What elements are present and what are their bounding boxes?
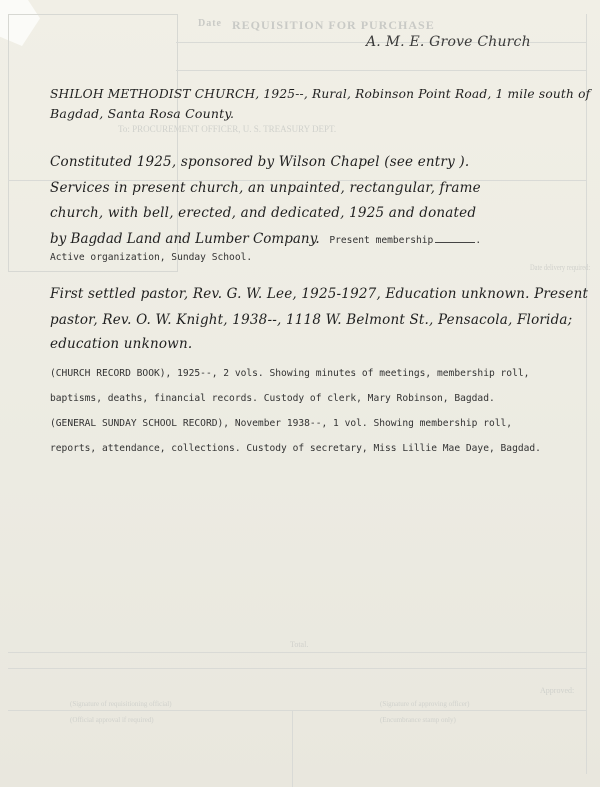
form-rule <box>8 652 586 653</box>
form-official-left: (Official approval if required) <box>70 716 154 724</box>
entry-heading-line-1: SHILOH METHODIST CHURCH, 1925--, Rural, Robinson Point Road, 1 mile south of <box>50 86 591 101</box>
form-rule <box>8 710 586 711</box>
form-title: REQUISITION FOR PURCHASE <box>232 18 435 32</box>
form-rule <box>176 70 586 71</box>
pastor-line-1: First settled pastor, Rev. G. W. Lee, 1925-1927, Education unknown. Present <box>50 286 589 302</box>
form-vrule <box>292 710 293 787</box>
history-line-2: Services in present church, an unpainted, rectangular, frame <box>50 180 481 196</box>
corner-note: A. M. E. Grove Church <box>366 34 531 50</box>
history-line-1: Constituted 1925, sponsored by Wilson Chapel (see entry ). <box>50 154 470 170</box>
history-line-4: by Bagdad Land and Lumber Company. Present membership . <box>50 231 482 247</box>
form-sig-left: (Signature of requisitioning official) <box>70 700 172 708</box>
form-stamp-right: (Encumbrance stamp only) <box>380 716 456 724</box>
record-line-2: baptisms, deaths, financial records. Custody of clerk, Mary Robinson, Bagdad. <box>50 393 495 404</box>
history-line-3: church, with bell, erected, and dedicated, 1925 and donated <box>50 205 477 221</box>
record-line-1: (CHURCH RECORD BOOK), 1925--, 2 vols. Showing minutes of meetings, membership roll, <box>50 368 530 379</box>
form-approved-label: Approved: <box>540 686 575 695</box>
record-line-4: reports, attendance, collections. Custody of secretary, Miss Lillie Mae Daye, Bagdad. <box>50 443 541 454</box>
entry-heading-line-2: Bagdad, Santa Rosa County. <box>50 106 235 121</box>
history-line-4-text: by Bagdad Land and Lumber Company. <box>50 231 320 247</box>
form-date-label: Date <box>198 18 222 29</box>
form-rule <box>8 668 586 669</box>
form-total-label: Total. <box>290 640 309 649</box>
form-to-line: To: PROCUREMENT OFFICER, U. S. TREASURY DEPT. <box>118 124 337 134</box>
record-line-3: (GENERAL SUNDAY SCHOOL RECORD), November 1938--, 1 vol. Showing membership roll, <box>50 418 513 429</box>
pastor-line-3: education unknown. <box>50 336 193 352</box>
form-delivery-label: Date delivery required: <box>530 263 591 272</box>
membership-label: Present membership <box>329 235 434 246</box>
form-sig-right: (Signature of approving officer) <box>380 700 470 708</box>
pastor-line-2: pastor, Rev. O. W. Knight, 1938--, 1118 W. Belmont St., Pensacola, Florida; <box>50 312 573 328</box>
membership-blank <box>435 242 475 243</box>
organization-line: Active organization, Sunday School. <box>50 252 253 263</box>
form-vrule <box>586 14 587 774</box>
